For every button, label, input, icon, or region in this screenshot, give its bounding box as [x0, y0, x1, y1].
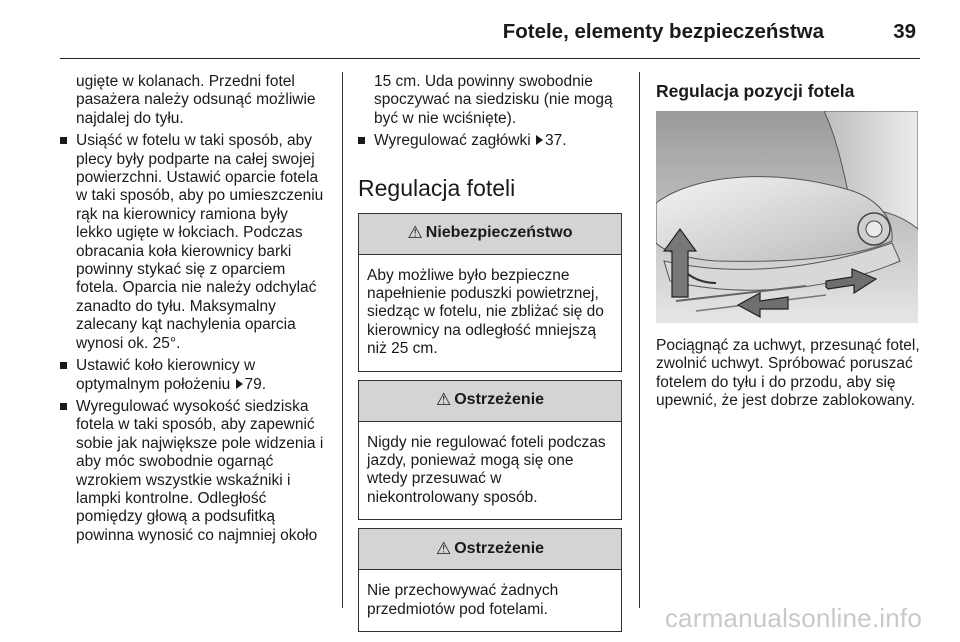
warning-triangle-icon: ⚠ [435, 539, 452, 559]
page-number: 39 [893, 20, 916, 43]
right-column [656, 73, 922, 411]
list-item [358, 132, 622, 150]
list-item [60, 398, 326, 545]
watermark: carmanualsonline.info [664, 603, 922, 633]
column-divider [342, 72, 343, 608]
seat-adjustment-illustration [656, 111, 918, 323]
section-heading: Regulacja foteli [358, 174, 516, 201]
notice-body: Aby możliwe było bezpieczne napełnienie poduszki powietrznej, siedząc w fotelu, nie zbliżać się do kierownicy na odległość mniejszą niż 25 cm. [367, 266, 604, 358]
subsection-heading: Regulacja pozycji fotela [656, 81, 855, 101]
notice-body: Nie przechowywać żadnych przedmiotów pod fotelami. [367, 582, 559, 618]
notice-title: Ostrzeżenie [454, 391, 545, 409]
continuation-text: 15 cm. Uda powinny swobodnie spoczywać na siedzisku (nie mogą być w nie wciśnięte). [374, 73, 613, 127]
page-header [60, 0, 920, 59]
warning-notice [358, 528, 622, 632]
notice-title: Ostrzeżenie [454, 540, 545, 558]
page-reference[interactable]: 37. [544, 132, 567, 150]
middle-column [358, 73, 622, 640]
page-title: Fotele, elementy bezpieczeństwa [502, 20, 824, 43]
notice-body: Nigdy nie regulować foteli podczas jazdy, ponieważ mogą się one wtedy przesuwać w niekontrolowany sposób. [367, 433, 606, 506]
page-reference-icon [536, 135, 543, 145]
notice-header [359, 529, 621, 570]
warning-triangle-icon: ⚠ [407, 223, 423, 243]
bullet-text: Wyregulować wysokość siedziska fotela w taki sposób, aby zapewnić sobie jak największe pole widzenia i aby móc swobodnie ogarnąć wzrokiem wszystkie wskaźniki i lampki kontrolne. Odległość pomiędzy głową a podsufitką powinna wynosić co najmniej około [76, 397, 324, 544]
danger-notice [358, 213, 622, 372]
page-reference[interactable]: 79. [244, 375, 267, 393]
page-reference-icon [236, 379, 243, 389]
intro-text: ugięte w kolanach. Przedni fotel pasażera należy odsunąć możliwie najdalej do tyłu. [76, 73, 316, 127]
instruction-text: Pociągnąć za uchwyt, przesunąć fotel, zwolnić uchwyt. Spróbować poruszać fotelem do tyłu i do przodu, aby się upewnić, że jest dobrze zablokowany. [656, 337, 920, 410]
warning-notice [358, 380, 622, 521]
bullet-text: Ustawić koło kierownicy w optymalnym położeniu [76, 357, 256, 393]
list-item [60, 357, 326, 394]
list-item [60, 132, 326, 353]
notice-header [359, 381, 621, 422]
column-divider [639, 72, 640, 608]
left-column [60, 73, 326, 545]
bullet-text: Wyregulować zagłówki [374, 132, 531, 150]
warning-triangle-icon: ⚠ [435, 390, 452, 410]
bullet-text: Usiąść w fotelu w taki sposób, aby plecy były podparte na całej swojej powierzchni. Ustawić oparcie fotela w taki sposób, aby po umieszczeniu rąk na kierownicy ramiona były lekko ugięte w łokciach. Podczas obracania koła kierownicy barki powinny stykać się z oparciem fotela. Oparcia nie należy odchylać zanadto do tyłu. Maksymalny zalecany kąt nachylenia oparcia wynosi ok. 25°. [76, 132, 324, 352]
notice-title: Niebezpieczeństwo [425, 224, 573, 242]
notice-header [359, 214, 621, 255]
